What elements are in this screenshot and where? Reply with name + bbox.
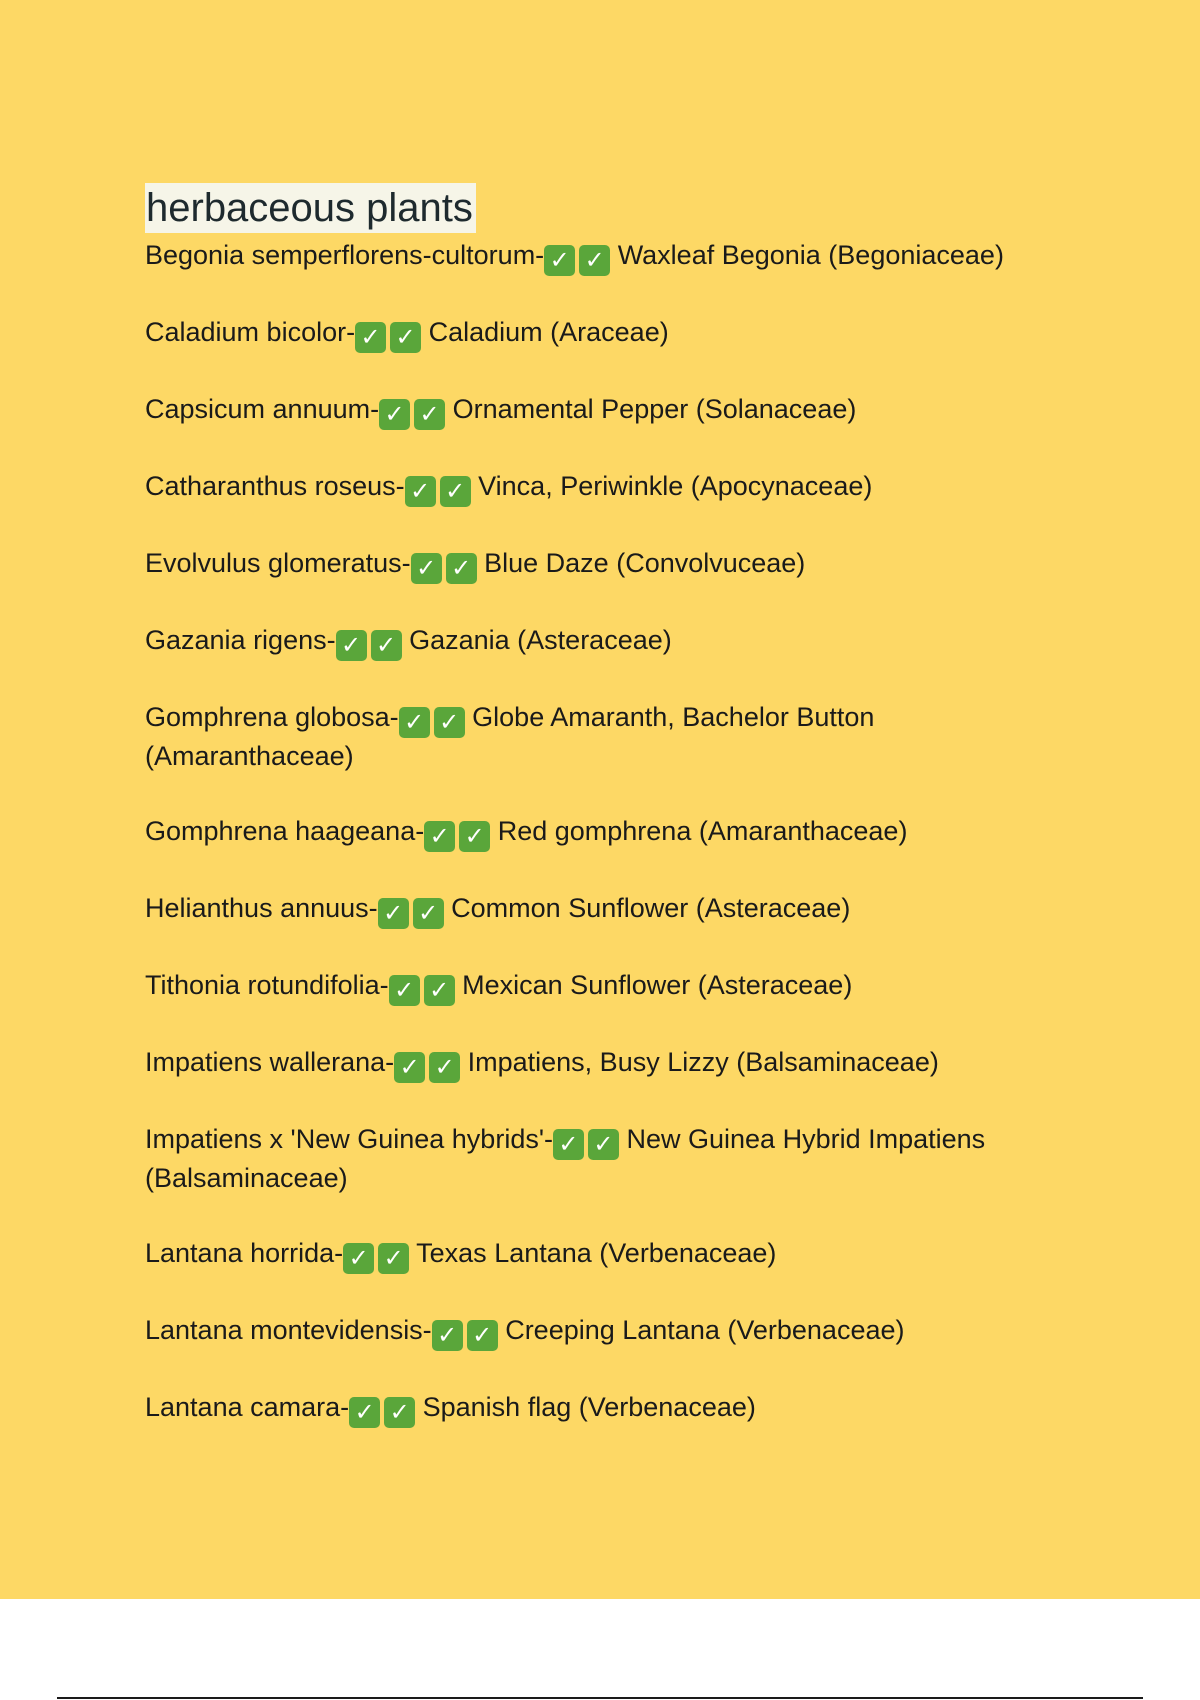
check-mark-icon: ✓ — [424, 821, 455, 852]
check-mark-icon: ✓ — [553, 1129, 584, 1160]
scientific-name: Impatiens x 'New Guinea hybrids'- — [145, 1124, 553, 1154]
plant-entry — [145, 1312, 1075, 1351]
common-name: Common Sunflower (Asteraceae) — [443, 893, 851, 923]
common-name: Mexican Sunflower (Asteraceae) — [454, 970, 853, 1000]
check-mark-icon: ✓ — [405, 476, 436, 507]
common-name: Globe Amaranth, Bachelor Button (Amaranthaceae) — [145, 702, 875, 771]
check-mark-icon: ✓ — [384, 1397, 415, 1428]
check-mark-icon: ✓ — [390, 322, 421, 353]
common-name: Spanish flag (Verbenaceae) — [415, 1392, 756, 1422]
plant-entry — [145, 237, 1075, 276]
common-name: Vinca, Periwinkle (Apocynaceae) — [470, 471, 873, 501]
scientific-name: Lantana horrida- — [145, 1238, 344, 1268]
plant-entry — [145, 1121, 1075, 1197]
check-mark-icon: ✓ — [424, 975, 455, 1006]
common-name: Blue Daze (Convolvuceae) — [476, 548, 806, 578]
check-mark-icon: ✓ — [429, 1052, 460, 1083]
scientific-name: Lantana montevidensis- — [145, 1315, 432, 1345]
check-mark-icon: ✓ — [389, 975, 420, 1006]
scientific-name: Evolvulus glomeratus- — [145, 548, 411, 578]
scientific-name: Tithonia rotundifolia- — [145, 970, 389, 1000]
plant-entry — [145, 1235, 1075, 1274]
scientific-name: Helianthus annuus- — [145, 893, 378, 923]
check-mark-icon: ✓ — [355, 322, 386, 353]
check-mark-icon: ✓ — [446, 553, 477, 584]
check-mark-icon: ✓ — [544, 245, 575, 276]
check-mark-icon: ✓ — [378, 1243, 409, 1274]
plant-entry — [145, 813, 1075, 852]
scientific-name: Impatiens wallerana- — [145, 1047, 395, 1077]
common-name: Creeping Lantana (Verbenaceae) — [497, 1315, 905, 1345]
plant-entry — [145, 890, 1075, 929]
check-mark-icon: ✓ — [459, 821, 490, 852]
plant-entry — [145, 1044, 1075, 1083]
scientific-name: Gazania rigens- — [145, 625, 336, 655]
common-name: Waxleaf Begonia (Begoniaceae) — [610, 240, 1004, 270]
common-name: Ornamental Pepper (Solanaceae) — [445, 394, 857, 424]
check-mark-icon: ✓ — [413, 898, 444, 929]
check-mark-icon: ✓ — [336, 630, 367, 661]
common-name: Texas Lantana (Verbenaceae) — [409, 1238, 777, 1268]
common-name: Red gomphrena (Amaranthaceae) — [490, 816, 908, 846]
check-mark-icon: ✓ — [467, 1320, 498, 1351]
check-mark-icon: ✓ — [371, 630, 402, 661]
scientific-name: Capsicum annuum- — [145, 394, 380, 424]
page-heading: herbaceous plants — [145, 183, 476, 233]
check-mark-icon: ✓ — [440, 476, 471, 507]
plant-entry — [145, 967, 1075, 1006]
check-mark-icon: ✓ — [343, 1243, 374, 1274]
plant-entry — [145, 699, 1075, 775]
document-content — [145, 183, 1075, 1466]
check-mark-icon: ✓ — [588, 1129, 619, 1160]
common-name: Gazania (Asteraceae) — [401, 625, 672, 655]
scientific-name: Catharanthus roseus- — [145, 471, 405, 501]
scientific-name: Gomphrena globosa- — [145, 702, 399, 732]
plant-entry — [145, 622, 1075, 661]
footer-divider — [57, 1697, 1143, 1699]
plant-entry — [145, 1389, 1075, 1428]
check-mark-icon: ✓ — [394, 1052, 425, 1083]
plant-entry — [145, 545, 1075, 584]
check-mark-icon: ✓ — [579, 245, 610, 276]
scientific-name: Gomphrena haageana- — [145, 816, 425, 846]
check-mark-icon: ✓ — [378, 898, 409, 929]
plant-entry — [145, 468, 1075, 507]
check-mark-icon: ✓ — [411, 553, 442, 584]
check-mark-icon: ✓ — [414, 399, 445, 430]
scientific-name: Begonia semperflorens-cultorum- — [145, 240, 545, 270]
plant-entry — [145, 314, 1075, 353]
check-mark-icon: ✓ — [399, 707, 430, 738]
plant-entry — [145, 391, 1075, 430]
check-mark-icon: ✓ — [434, 707, 465, 738]
plant-list — [145, 237, 1075, 1428]
common-name: Impatiens, Busy Lizzy (Balsaminaceae) — [460, 1047, 939, 1077]
scientific-name: Lantana camara- — [145, 1392, 350, 1422]
check-mark-icon: ✓ — [349, 1397, 380, 1428]
common-name: Caladium (Araceae) — [421, 317, 669, 347]
scientific-name: Caladium bicolor- — [145, 317, 356, 347]
check-mark-icon: ✓ — [379, 399, 410, 430]
common-name: New Guinea Hybrid Impatiens (Balsaminaceae) — [145, 1124, 986, 1193]
check-mark-icon: ✓ — [432, 1320, 463, 1351]
